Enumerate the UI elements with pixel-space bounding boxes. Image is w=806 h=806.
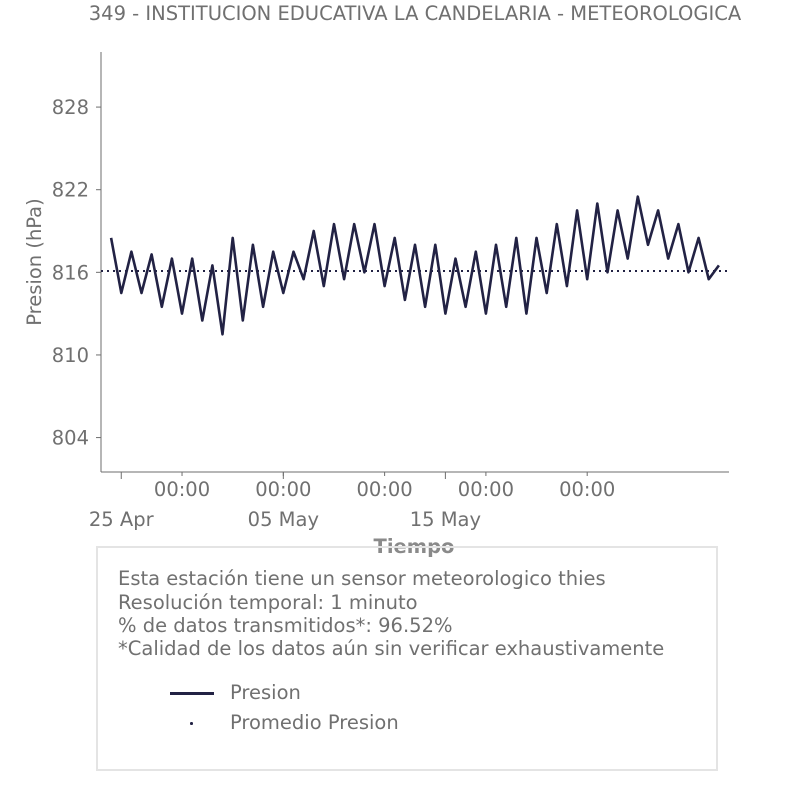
info-box — [96, 546, 718, 771]
y-tick-label: 804 — [51, 426, 89, 450]
x-time-tick-label: 00:00 — [255, 478, 312, 501]
legend-label-promedio: Promedio Presion — [230, 711, 399, 734]
x-time-tick-label: 00:00 — [457, 478, 515, 501]
legend-label-presion: Presion — [230, 681, 301, 704]
legend-dot-icon — [190, 722, 193, 725]
x-time-tick-label: 00:00 — [559, 478, 616, 501]
y-tick-label: 816 — [51, 261, 89, 285]
x-date-tick-label: 05 May — [247, 508, 319, 531]
chart-marks — [101, 197, 729, 335]
x-date-tick-label: 25 Apr — [88, 508, 154, 531]
x-axis-label: Tiempo — [373, 535, 455, 558]
x-time-tick-label: 00:00 — [356, 478, 413, 501]
info-resolution: Resolución temporal: 1 minuto — [118, 591, 418, 614]
x-date-tick-label: 15 May — [409, 508, 482, 531]
y-tick-label: 828 — [51, 96, 89, 120]
chart-title: 349 - INSTITUCION EDUCATIVA LA CANDELARIA - METEOROLOGICA — [88, 2, 742, 25]
y-tick-label: 822 — [51, 178, 89, 202]
x-time-tick-label: 00:00 — [153, 478, 211, 501]
info-data-percent: % de datos transmitidos*: 96.52% — [118, 614, 453, 637]
legend-line-icon — [170, 692, 214, 695]
y-axis-label: Presion (hPa) — [23, 198, 46, 326]
y-tick-label: 810 — [51, 343, 89, 367]
info-sensor: Esta estación tiene un sensor meteorologico thies — [118, 567, 606, 590]
axes — [52, 52, 729, 531]
info-quality-note: *Calidad de los datos aún sin verificar exhaustivamente — [118, 637, 665, 660]
series-line-presion — [111, 197, 719, 335]
